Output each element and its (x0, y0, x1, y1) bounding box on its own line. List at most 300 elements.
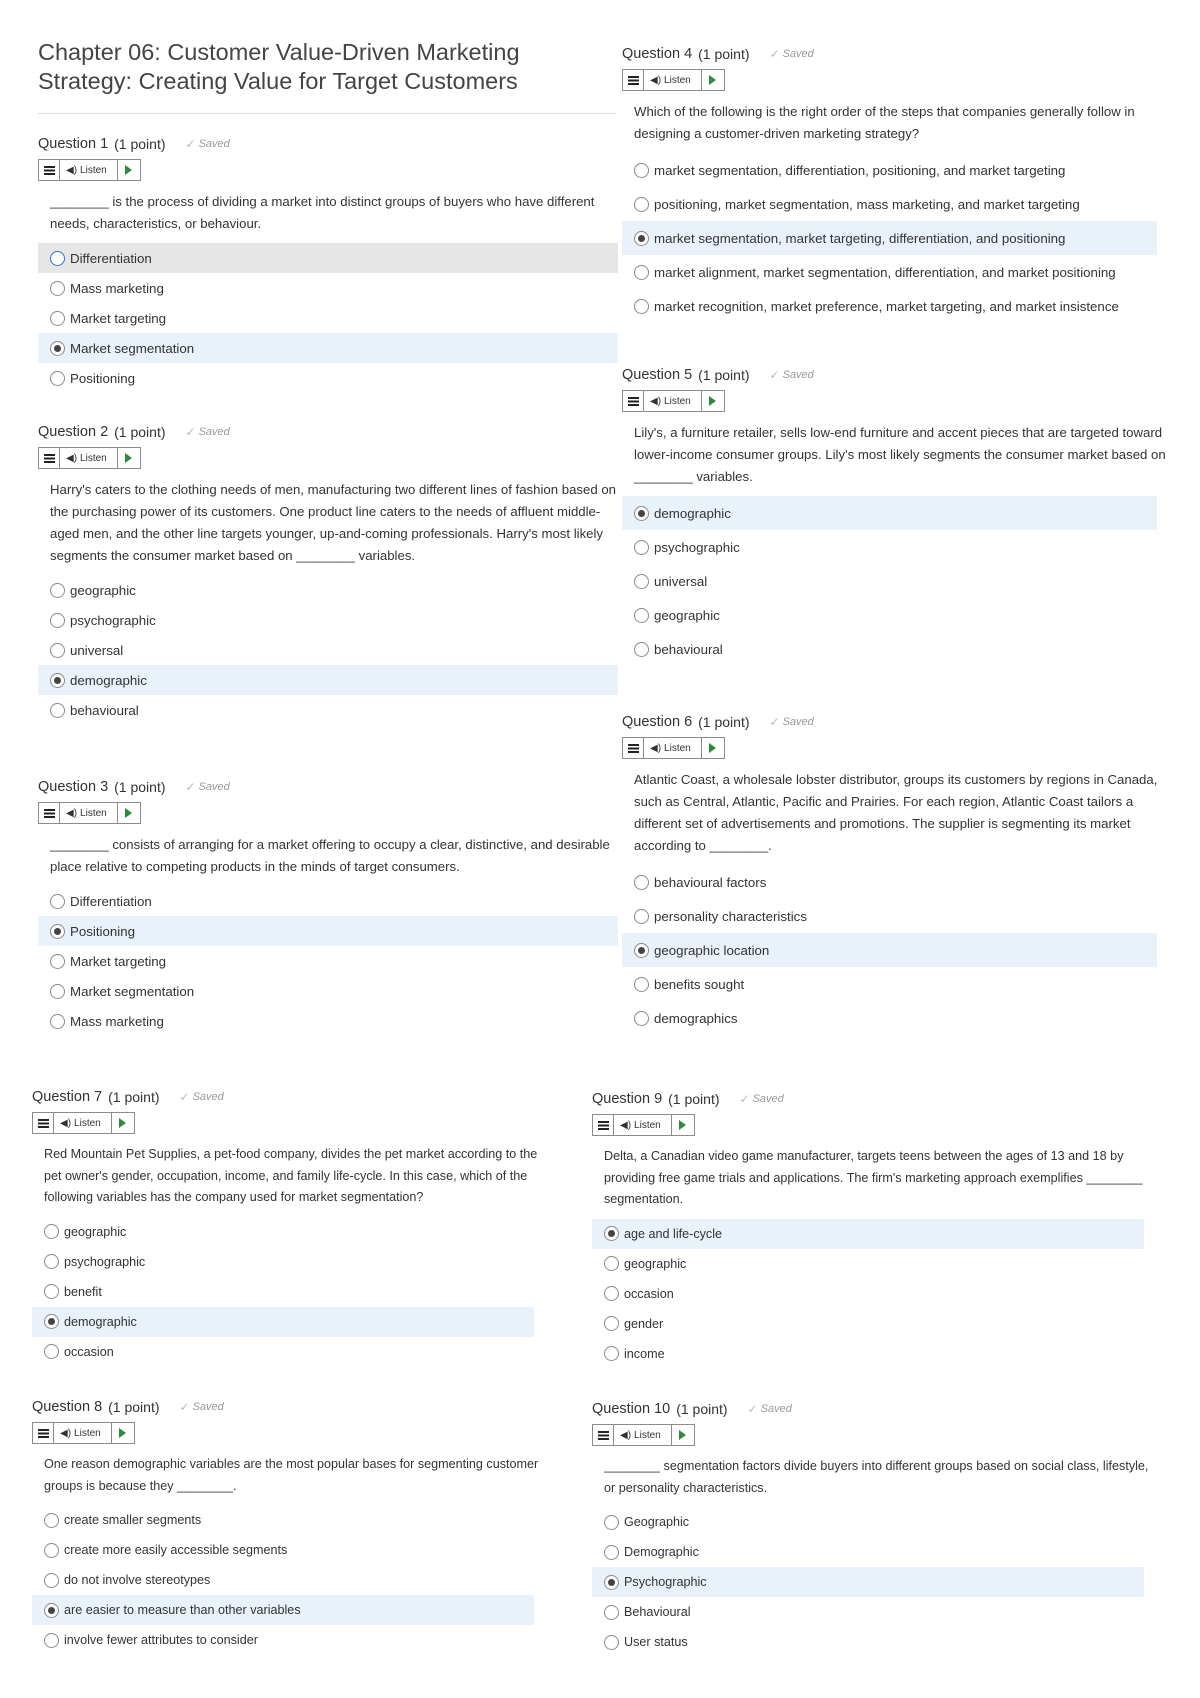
radio-button[interactable] (634, 909, 649, 924)
answer-option[interactable] (622, 289, 1157, 323)
answer-option[interactable] (622, 255, 1157, 289)
question-points: (1 point) (114, 424, 166, 440)
radio-button[interactable] (604, 1635, 619, 1650)
answer-option[interactable] (38, 243, 618, 273)
question-points: (1 point) (108, 1399, 160, 1415)
question-1 (38, 135, 618, 393)
check-icon: ✓ (179, 1400, 190, 1414)
answer-options (32, 1505, 534, 1655)
listen-button[interactable] (644, 391, 702, 411)
answer-option[interactable] (38, 886, 618, 916)
option-label: Mass marketing (70, 280, 164, 296)
answer-options (622, 865, 1157, 1035)
answer-option[interactable] (32, 1217, 534, 1247)
radio-button[interactable] (604, 1346, 619, 1361)
speaker-icon: ◀) (650, 742, 662, 754)
answer-option[interactable] (38, 1006, 618, 1036)
answer-option[interactable] (592, 1507, 1144, 1537)
option-label: geographic (624, 1256, 687, 1271)
answer-option[interactable] (622, 598, 1157, 632)
radio-selected[interactable] (44, 1603, 59, 1618)
radio-button[interactable] (634, 163, 649, 178)
play-button[interactable] (118, 160, 140, 180)
question-points: (1 point) (114, 136, 166, 152)
play-button[interactable] (672, 1425, 694, 1445)
answer-option[interactable] (38, 695, 618, 725)
menu-icon (598, 1431, 609, 1440)
option-label: market recognition, market preference, market targeting, and market insistence (654, 298, 1119, 314)
radio-button[interactable] (604, 1286, 619, 1301)
radio-button[interactable] (50, 583, 65, 598)
answer-option[interactable] (38, 635, 618, 665)
question-points: (1 point) (114, 779, 166, 795)
radio-button[interactable] (50, 371, 65, 386)
listen-menu-button[interactable] (623, 391, 644, 411)
question-points: (1 point) (108, 1089, 160, 1105)
option-label: Market segmentation (70, 340, 195, 356)
option-label: psychographic (654, 539, 740, 555)
listen-menu-button[interactable] (39, 448, 60, 468)
radio-button[interactable] (634, 977, 649, 992)
answer-option[interactable] (622, 899, 1157, 933)
speaker-icon: ◀) (66, 807, 78, 819)
saved-status (186, 425, 230, 439)
option-label: benefit (64, 1284, 102, 1299)
radio-selected[interactable] (634, 943, 649, 958)
option-label: Differentiation (70, 250, 152, 266)
answer-option[interactable] (622, 632, 1157, 666)
play-icon (119, 1118, 126, 1128)
radio-button[interactable] (634, 608, 649, 623)
play-icon (125, 165, 132, 175)
option-label: Psychographic (624, 1575, 707, 1589)
radio-button[interactable] (604, 1256, 619, 1271)
speaker-icon: ◀) (60, 1427, 72, 1439)
option-label: age and life-cycle (624, 1226, 723, 1241)
question-points: (1 point) (676, 1401, 728, 1417)
answer-option[interactable] (38, 976, 618, 1006)
radio-button[interactable] (44, 1573, 59, 1588)
question-header (622, 366, 1157, 384)
answer-options (32, 1217, 534, 1367)
answer-option[interactable] (38, 916, 618, 946)
saved-status (180, 1400, 224, 1414)
radio-button[interactable] (50, 894, 65, 909)
question-9 (592, 1090, 1144, 1369)
listen-menu-button[interactable] (623, 738, 644, 758)
listen-button[interactable] (54, 1423, 112, 1443)
speaker-icon: ◀) (66, 452, 78, 464)
option-label: market segmentation, differentiation, positioning, and market targeting (654, 162, 1066, 178)
option-label: Differentiation (70, 893, 152, 909)
option-label: geographic (64, 1224, 127, 1239)
menu-icon (628, 76, 639, 85)
answer-option[interactable] (622, 967, 1157, 1001)
answer-option[interactable] (32, 1277, 534, 1307)
saved-label: Saved (752, 1093, 784, 1105)
option-label: do not involve stereotypes (64, 1573, 211, 1587)
option-label: positioning, market segmentation, mass marketing, and market targeting (654, 196, 1080, 212)
read-aloud-toolbar (32, 1422, 135, 1444)
radio-button[interactable] (604, 1316, 619, 1331)
check-icon: ✓ (769, 715, 780, 729)
radio-button[interactable] (50, 984, 65, 999)
saved-label: Saved (198, 138, 230, 150)
play-icon (709, 743, 716, 753)
listen-button[interactable] (644, 70, 702, 90)
listen-button[interactable] (60, 160, 118, 180)
play-button[interactable] (702, 391, 724, 411)
answer-option[interactable] (38, 665, 618, 695)
listen-label: Listen (80, 452, 107, 464)
listen-label: Listen (664, 74, 691, 86)
saved-label: Saved (198, 781, 230, 793)
play-icon (125, 453, 132, 463)
answer-option[interactable] (38, 363, 618, 393)
play-button[interactable] (112, 1423, 134, 1443)
answer-option[interactable] (592, 1567, 1144, 1597)
option-label: Market targeting (70, 953, 167, 969)
listen-button[interactable] (54, 1113, 112, 1133)
option-label: Market targeting (70, 310, 167, 326)
answer-option[interactable] (622, 865, 1157, 899)
option-label: User status (624, 1635, 688, 1649)
question-header (38, 423, 618, 441)
radio-button[interactable] (634, 299, 649, 314)
speaker-icon: ◀) (650, 395, 662, 407)
saved-label: Saved (782, 369, 814, 381)
question-header (592, 1400, 1144, 1418)
play-button[interactable] (702, 738, 724, 758)
answer-options (38, 243, 618, 393)
read-aloud-toolbar (32, 1112, 135, 1134)
radio-button[interactable] (634, 197, 649, 212)
check-icon: ✓ (769, 47, 780, 61)
listen-label: Listen (74, 1427, 101, 1439)
question-text: Lily's, a furniture retailer, sells low-end furniture and accent pieces that are targeted toward lower-income consumer groups. Lily's most likely segments the consumer market based on ________ variables. (634, 425, 1166, 484)
play-button[interactable] (672, 1115, 694, 1135)
check-icon: ✓ (739, 1092, 750, 1106)
question-title: Question 4 (622, 46, 693, 62)
radio-button[interactable] (44, 1543, 59, 1558)
radio-button[interactable] (604, 1545, 619, 1560)
listen-label: Listen (74, 1117, 101, 1129)
question-8 (32, 1398, 539, 1655)
saved-status (740, 1092, 784, 1106)
radio-button[interactable] (50, 613, 65, 628)
question-points: (1 point) (698, 714, 750, 730)
radio-button[interactable] (604, 1515, 619, 1530)
listen-button[interactable] (614, 1115, 672, 1135)
listen-menu-button[interactable] (593, 1425, 614, 1445)
question-header (592, 1090, 1144, 1108)
option-label: occasion (624, 1286, 674, 1301)
play-icon (679, 1120, 686, 1130)
speaker-icon: ◀) (620, 1429, 632, 1441)
menu-icon (628, 744, 639, 753)
saved-status (770, 368, 814, 382)
read-aloud-toolbar (38, 447, 141, 469)
saved-label: Saved (782, 48, 814, 60)
menu-icon (44, 809, 55, 818)
listen-label: Listen (634, 1119, 661, 1131)
answer-option[interactable] (32, 1247, 534, 1277)
answer-option[interactable] (32, 1595, 534, 1625)
speaker-icon: ◀) (650, 74, 662, 86)
play-icon (119, 1428, 126, 1438)
question-text: One reason demographic variables are the most popular bases for segmenting customer groups is because they ________. (44, 1457, 539, 1493)
option-label: create smaller segments (64, 1513, 202, 1527)
question-text: ________ consists of arranging for a market offering to occupy a clear, distinctive, and desirable place relative to competing products in the minds of target consumers. (50, 837, 610, 874)
answer-options (592, 1507, 1144, 1657)
option-label: demographic (64, 1314, 137, 1329)
radio-button[interactable] (50, 281, 65, 296)
answer-options (592, 1219, 1144, 1369)
check-icon: ✓ (185, 137, 196, 151)
listen-menu-button[interactable] (623, 70, 644, 90)
radio-button[interactable] (634, 574, 649, 589)
answer-option[interactable] (38, 946, 618, 976)
radio-selected[interactable] (44, 1314, 59, 1329)
question-header (38, 135, 618, 153)
answer-option[interactable] (622, 153, 1157, 187)
radio-button[interactable] (50, 1014, 65, 1029)
radio-selected[interactable] (50, 341, 65, 356)
option-label: geographic (70, 582, 136, 598)
answer-option[interactable] (622, 187, 1157, 221)
radio-button[interactable] (50, 311, 65, 326)
listen-menu-button[interactable] (593, 1115, 614, 1135)
menu-icon (38, 1429, 49, 1438)
question-text: Red Mountain Pet Supplies, a pet-food company, divides the pet market according to the pet owner's gender, occupation, income, and family life-cycle. In this case, which of the following variables has the company used for market segmentation? (44, 1147, 538, 1204)
answer-option[interactable] (38, 575, 618, 605)
play-button[interactable] (118, 448, 140, 468)
option-label: market segmentation, market targeting, differentiation, and positioning (654, 230, 1066, 246)
read-aloud-toolbar (622, 390, 725, 412)
listen-menu-button[interactable] (33, 1423, 54, 1443)
speaker-icon: ◀) (60, 1117, 72, 1129)
question-points: (1 point) (698, 367, 750, 383)
listen-menu-button[interactable] (39, 803, 60, 823)
radio-button[interactable] (50, 954, 65, 969)
question-7 (32, 1088, 538, 1367)
radio-button[interactable] (50, 703, 65, 718)
radio-button[interactable] (604, 1605, 619, 1620)
read-aloud-toolbar (622, 737, 725, 759)
question-title: Question 9 (592, 1091, 663, 1107)
radio-selected[interactable] (634, 506, 649, 521)
listen-label: Listen (664, 395, 691, 407)
option-label: demographic (70, 672, 147, 688)
play-icon (679, 1430, 686, 1440)
answer-option[interactable] (32, 1535, 534, 1565)
answer-option[interactable] (622, 933, 1157, 967)
play-button[interactable] (112, 1113, 134, 1133)
check-icon: ✓ (747, 1402, 758, 1416)
radio-button[interactable] (50, 643, 65, 658)
saved-label: Saved (760, 1403, 792, 1415)
answer-option[interactable] (592, 1309, 1144, 1339)
answer-options (38, 886, 618, 1036)
saved-status (186, 780, 230, 794)
option-label: gender (624, 1316, 664, 1331)
radio-selected[interactable] (604, 1226, 619, 1241)
question-title: Question 3 (38, 779, 109, 795)
question-5 (622, 366, 1166, 666)
answer-option[interactable] (592, 1537, 1144, 1567)
option-label: involve fewer attributes to consider (64, 1633, 258, 1647)
option-label: Market segmentation (70, 983, 195, 999)
play-icon (709, 396, 716, 406)
question-title: Question 6 (622, 714, 693, 730)
option-label: Behavioural (624, 1605, 691, 1619)
play-icon (125, 808, 132, 818)
listen-menu-button[interactable] (33, 1113, 54, 1133)
read-aloud-toolbar (38, 802, 141, 824)
read-aloud-toolbar (622, 69, 725, 91)
question-header (32, 1398, 534, 1416)
saved-status (770, 47, 814, 61)
option-label: behavioural (70, 702, 139, 718)
menu-icon (38, 1119, 49, 1128)
option-label: behavioural factors (654, 874, 767, 890)
listen-button[interactable] (60, 448, 118, 468)
answer-option[interactable] (38, 273, 618, 303)
menu-icon (44, 454, 55, 463)
question-header (38, 778, 618, 796)
option-label: Demographic (624, 1545, 699, 1559)
read-aloud-toolbar (38, 159, 141, 181)
answer-option[interactable] (592, 1249, 1144, 1279)
option-label: psychographic (70, 612, 156, 628)
answer-option[interactable] (622, 221, 1157, 255)
radio-button[interactable] (44, 1513, 59, 1528)
question-text: Delta, a Canadian video game manufacturer, targets teens between the ages of 13 and 18 by providing free game trials and applications. The firm's marketing approach exemplifies ________ segmentation. (604, 1149, 1143, 1206)
option-label: create more easily accessible segments (64, 1543, 288, 1557)
answer-option[interactable] (622, 530, 1157, 564)
listen-label: Listen (634, 1429, 661, 1441)
option-label: occasion (64, 1344, 114, 1359)
listen-button[interactable] (644, 738, 702, 758)
radio-button[interactable] (44, 1284, 59, 1299)
saved-status (186, 137, 230, 151)
answer-option[interactable] (592, 1219, 1144, 1249)
saved-label: Saved (192, 1091, 224, 1103)
radio-button[interactable] (44, 1254, 59, 1269)
play-button[interactable] (118, 803, 140, 823)
title-divider (38, 113, 616, 114)
option-label: geographic location (654, 942, 770, 958)
saved-status (748, 1402, 792, 1416)
saved-label: Saved (782, 716, 814, 728)
saved-label: Saved (198, 426, 230, 438)
answer-option[interactable] (38, 605, 618, 635)
option-label: demographics (654, 1010, 738, 1026)
check-icon: ✓ (185, 780, 196, 794)
radio-button[interactable] (44, 1344, 59, 1359)
question-title: Question 1 (38, 136, 109, 152)
answer-option[interactable] (38, 333, 618, 363)
option-label: universal (70, 642, 124, 658)
option-label: psychographic (64, 1254, 146, 1269)
question-text: ________ segmentation factors divide buyers into different groups based on social class, lifestyle, or personality characteristics. (604, 1459, 1149, 1495)
listen-button[interactable] (614, 1425, 672, 1445)
radio-button[interactable] (634, 1011, 649, 1026)
option-label: benefits sought (654, 976, 745, 992)
answer-option[interactable] (38, 303, 618, 333)
option-label: Geographic (624, 1515, 690, 1529)
radio-button[interactable] (50, 251, 65, 266)
listen-button[interactable] (60, 803, 118, 823)
question-text: ________ is the process of dividing a market into distinct groups of buyers who have different needs, characteristics, or behaviour. (50, 194, 595, 231)
answer-option[interactable] (622, 496, 1157, 530)
question-4 (622, 45, 1157, 323)
saved-status (180, 1090, 224, 1104)
listen-label: Listen (80, 164, 107, 176)
radio-button[interactable] (44, 1633, 59, 1648)
radio-button[interactable] (634, 875, 649, 890)
answer-option[interactable] (592, 1627, 1144, 1657)
option-label: demographic (654, 505, 731, 521)
radio-button[interactable] (634, 265, 649, 280)
question-text: Harry's caters to the clothing needs of men, manufacturing two different lines of fashion based on the purchasing power of its customers. One product line caters to the needs of affluent middle-aged men, and the other line targets younger, up-and-coming professionals. Harry's most likely segments the consumer market based on ________ variables. (50, 482, 616, 563)
answer-options (622, 153, 1157, 323)
question-header (622, 45, 1157, 63)
radio-selected[interactable] (604, 1575, 619, 1590)
option-label: market alignment, market segmentation, differentiation, and market positioning (654, 264, 1116, 280)
answer-option[interactable] (592, 1597, 1144, 1627)
answer-option[interactable] (32, 1625, 534, 1655)
saved-label: Saved (192, 1401, 224, 1413)
answer-options (38, 575, 618, 725)
answer-options (622, 496, 1157, 666)
answer-option[interactable] (592, 1339, 1144, 1369)
radio-selected[interactable] (634, 231, 649, 246)
question-title: Question 5 (622, 367, 693, 383)
listen-label: Listen (80, 807, 107, 819)
radio-button[interactable] (44, 1224, 59, 1239)
play-button[interactable] (702, 70, 724, 90)
answer-option[interactable] (622, 564, 1157, 598)
radio-button[interactable] (634, 540, 649, 555)
question-header (32, 1088, 534, 1106)
answer-option[interactable] (32, 1565, 534, 1595)
question-title: Question 7 (32, 1089, 103, 1105)
option-label: personality characteristics (654, 908, 807, 924)
radio-button[interactable] (634, 642, 649, 657)
speaker-icon: ◀) (620, 1119, 632, 1131)
menu-icon (44, 166, 55, 175)
read-aloud-toolbar (592, 1424, 695, 1446)
question-title: Question 8 (32, 1399, 103, 1415)
question-2 (38, 423, 618, 725)
question-6 (622, 713, 1157, 1035)
option-label: universal (654, 573, 708, 589)
option-label: geographic (654, 607, 720, 623)
answer-option[interactable] (32, 1505, 534, 1535)
option-label: Positioning (70, 923, 136, 939)
listen-menu-button[interactable] (39, 160, 60, 180)
answer-option[interactable] (32, 1307, 534, 1337)
question-10 (592, 1400, 1149, 1657)
answer-option[interactable] (592, 1279, 1144, 1309)
question-3 (38, 778, 618, 1036)
question-points: (1 point) (698, 46, 750, 62)
radio-selected[interactable] (50, 673, 65, 688)
answer-option[interactable] (622, 1001, 1157, 1035)
answer-option[interactable] (32, 1337, 534, 1367)
radio-selected[interactable] (50, 924, 65, 939)
